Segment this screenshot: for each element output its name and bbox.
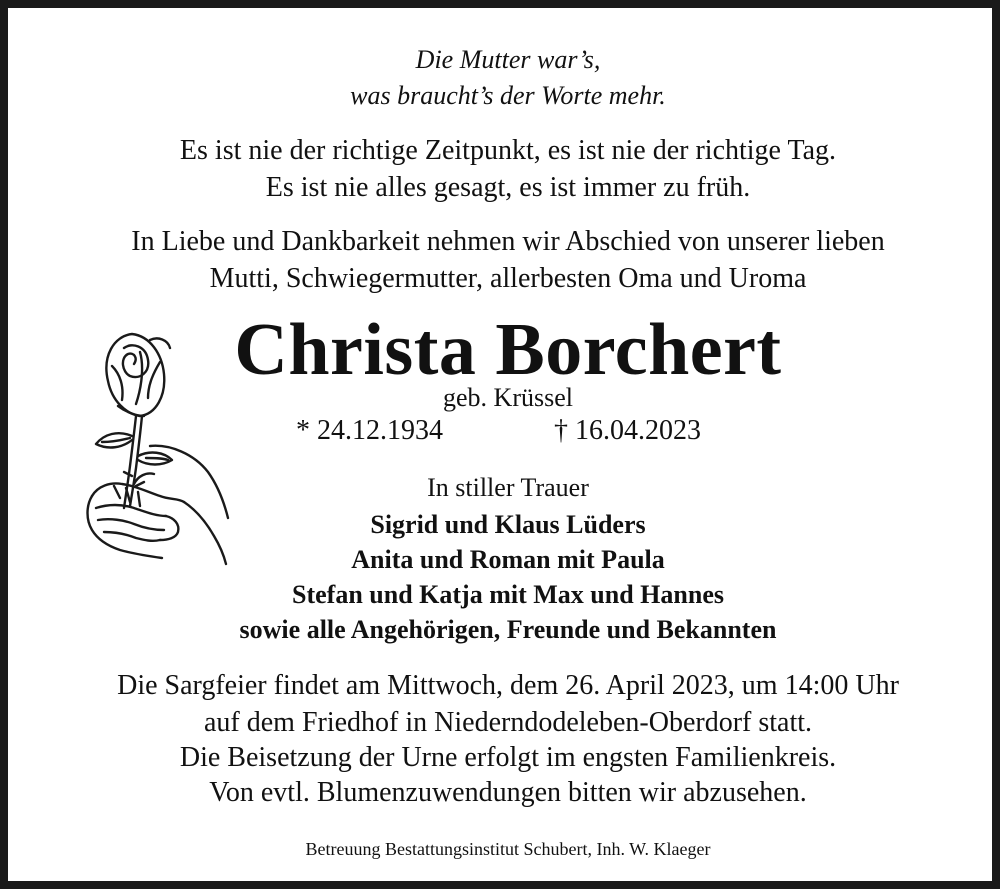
birth-name: geb. Krüssel [443, 383, 573, 412]
birth-date: * 24.12.1934 [296, 415, 443, 446]
poem-line-2: was braucht’s der Worte mehr. [350, 81, 666, 110]
poem-line-1: Die Mutter war’s, [415, 45, 601, 74]
quote-line-1: Es ist nie der richtige Zeitpunkt, es ist nie der richtige Tag. [179, 135, 837, 166]
mourners-heading: In stiller Trauer [427, 473, 589, 502]
mourner-line-1: Sigrid und Klaus Lüders [370, 510, 646, 539]
mourner-line-3: Stefan und Katja mit Max und Hannes [292, 580, 724, 609]
deceased-name: Christa Borchert [234, 309, 782, 391]
death-date: † 16.04.2023 [554, 415, 701, 446]
service-line-4: Von evtl. Blumenzuwendungen bitten wir abzusehen. [209, 777, 807, 808]
mourner-line-2: Anita und Roman mit Paula [351, 545, 665, 574]
quote-line-2: Es ist nie alles gesagt, es ist immer zu früh. [265, 172, 751, 203]
life-dates [16, 414, 1000, 448]
funeral-home-credit: Betreuung Bestattungsinstitut Schubert, Inh. W. Klaeger [305, 839, 711, 859]
service-line-3: Die Beisetzung der Urne erfolgt im engsten Familienkreis. [179, 742, 837, 773]
mourner-line-4: sowie alle Angehörigen, Freunde und Bekannten [239, 615, 777, 644]
service-line-2: auf dem Friedhof in Niederndodeleben-Oberdorf statt. [203, 707, 812, 738]
intro-line-2: Mutti, Schwiegermutter, allerbesten Oma und Uroma [209, 263, 807, 294]
service-line-1: Die Sargfeier findet am Mittwoch, dem 26. April 2023, um 14:00 Uhr [117, 670, 899, 701]
intro-line-1: In Liebe und Dankbarkeit nehmen wir Abschied von unserer lieben [131, 226, 885, 257]
